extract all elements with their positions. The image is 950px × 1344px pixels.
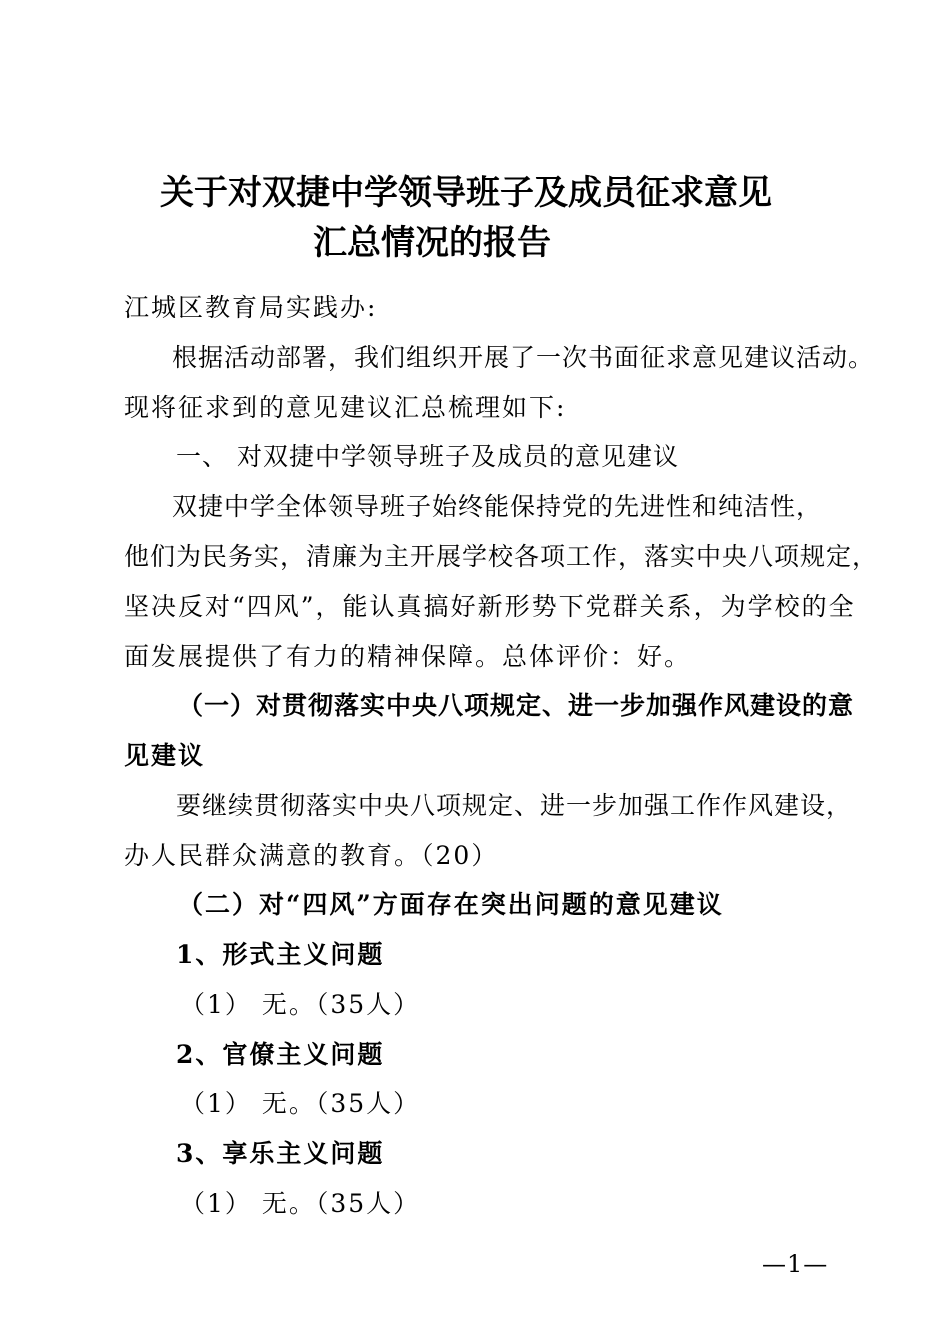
intro-line-1: 根据活动部署，我们组织开展了一次书面征求意见建议活动。: [172, 343, 875, 372]
item-heading: 1、形式主义问题: [176, 940, 385, 969]
page-number: —1—: [762, 1250, 829, 1278]
subsection-1-paragraph-line: 办人民群众满意的教育。（20）: [124, 841, 499, 870]
section-1-paragraph-line: 他们为民务实，清廉为主开展学校各项工作，落实中央八项规定，: [124, 542, 879, 571]
section-1-paragraph-line: 坚决反对“四风”，能认真搞好新形势下党群关系，为学校的全: [124, 592, 856, 621]
subsection-1-heading: （一）对贯彻落实中央八项规定、进一步加强作风建设的意: [178, 691, 855, 720]
subsection-1-paragraph-line: 要继续贯彻落实中央八项规定、进一步加强工作作风建设，: [176, 791, 853, 820]
intro-line-2: 现将征求到的意见建议汇总梳理如下:: [124, 393, 567, 422]
item-heading: 3、享乐主义问题: [176, 1139, 385, 1168]
item-content: （1） 无。（35人）: [180, 1189, 421, 1218]
item-heading: 2、官僚主义问题: [176, 1040, 385, 1069]
title-line-1: 关于对双捷中学领导班子及成员征求意见: [160, 173, 772, 213]
subsection-2-heading: （二）对“四风”方面存在突出问题的意见建议: [178, 890, 724, 919]
section-1-paragraph-line: 双捷中学全体领导班子始终能保持党的先进性和纯洁性，: [172, 492, 823, 521]
title-line-2: 汇总情况的报告: [313, 223, 551, 263]
section-1-heading: 一、 对双捷中学领导班子及成员的意见建议: [176, 442, 679, 471]
subsection-1-heading-continued: 见建议: [124, 741, 206, 770]
section-1-paragraph-line: 面发展提供了有力的精神保障。总体评价：好。: [124, 642, 692, 671]
recipient: 江城区教育局实践办:: [124, 293, 378, 322]
item-content: （1） 无。（35人）: [180, 1089, 421, 1118]
item-content: （1） 无。（35人）: [180, 990, 421, 1019]
